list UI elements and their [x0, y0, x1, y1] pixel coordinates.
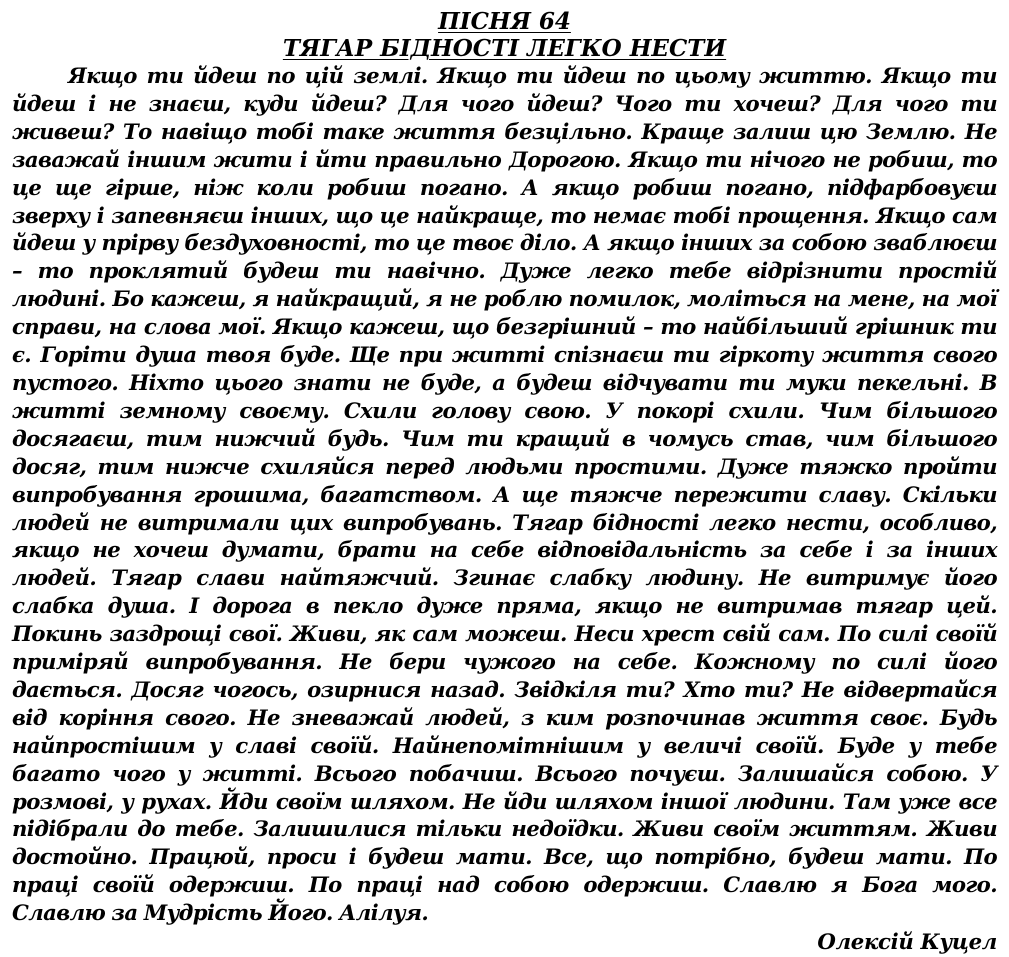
song-text: Якщо ти йдеш по цій землі. Якщо ти йдеш по цьому життю. Якщо ти йдеш і не знаєш, куди йдеш? Для чого йдеш? Чого ти хочеш? Для чого ти живеш? То навіщо тобі таке життя безцільно. Краще залиш цю Землю. Не заважай іншим жити і йти правильно Дорогою. Якщо ти нічого не робиш, то це ще гірше, ніж коли робиш погано. А якщо робиш погано, підфарбовуєш зверху і запевняєш інших, що це найкраще, то немає тобі прощення. Якщо сам йдеш у прірву бездуховності, то це твоє діло. А якщо інших за собою зваблюєш – то проклятий будеш ти навічно. Дуже легко тебе відрізнити простій людині. Бо кажеш, я найкращий, я не роблю помилок, моліться на мене, на мої справи, на слова мої. Якщо кажеш, що безгрішний – то найбільший грішник ти є. Горіти душа твоя буде. Ще при житті спізнаєш ти гіркоту життя свого пустого. Ніхто цього знати не буде, а будеш відчувати ти муки пекельні. В житті земному своєму. Схили голову свою. У покорі схили. Чим більшого досягаєш, тим нижчий будь. Чим ти кращий в чомусь став, чим більшого досяг, тим нижче схиляйся перед людьми простими. Дуже тяжко пройти випробування грошима, багатством. А ще тяжче пережити славу. Скільки людей не витримали цих випробувань. Тягар бідності легко нести, особливо, якщо не хочеш думати, брати на себе відповідальність за себе і за інших людей. Тягар слави найтяжчий. Згинає слабку людину. Не витримує його слабка душа. І дорога в пекло дуже пряма, якщо не витримав тягар цей. Покинь заздрощі свої. Живи, як сам можеш. Неси хрест свій сам. По силі своїй приміряй випробування. Не бери чужого на себе. Кожному по силі його дається. Досяг чогось, озирнися назад. Звідкіля ти? Хто ти? Не відвертайся від коріння свого. Не зневажай людей, з ким розпочинав життя своє. Будь найпростішим у славі своїй. Найнепомітнішим у величі своїй. Буде у тебе багато чого у житті. Всього побачиш. Всього почуєш. Залишайся собою. У розмові, у рухах. Йди своїм шляхом. Не йди шляхом іншої людини. Там уже все підібрали до тебе. Залишилися тільки недоїдки. Живи своїм життям. Живи достойно. Працюй, проси і будеш мати. Все, що потрібно, будеш мати. По праці своїй одержиш. По праці над собою одержиш. Славлю я Бога мого. Славлю за Мудрість Його. Алілуя.: [12, 63, 997, 926]
song-page: [12, 8, 997, 957]
author-signature: Олексій Куцел: [817, 929, 997, 955]
song-title: ТЯГАР БІДНОСТІ ЛЕГКО НЕСТИ: [282, 35, 727, 62]
song-number: ПІСНЯ 64: [438, 8, 571, 35]
